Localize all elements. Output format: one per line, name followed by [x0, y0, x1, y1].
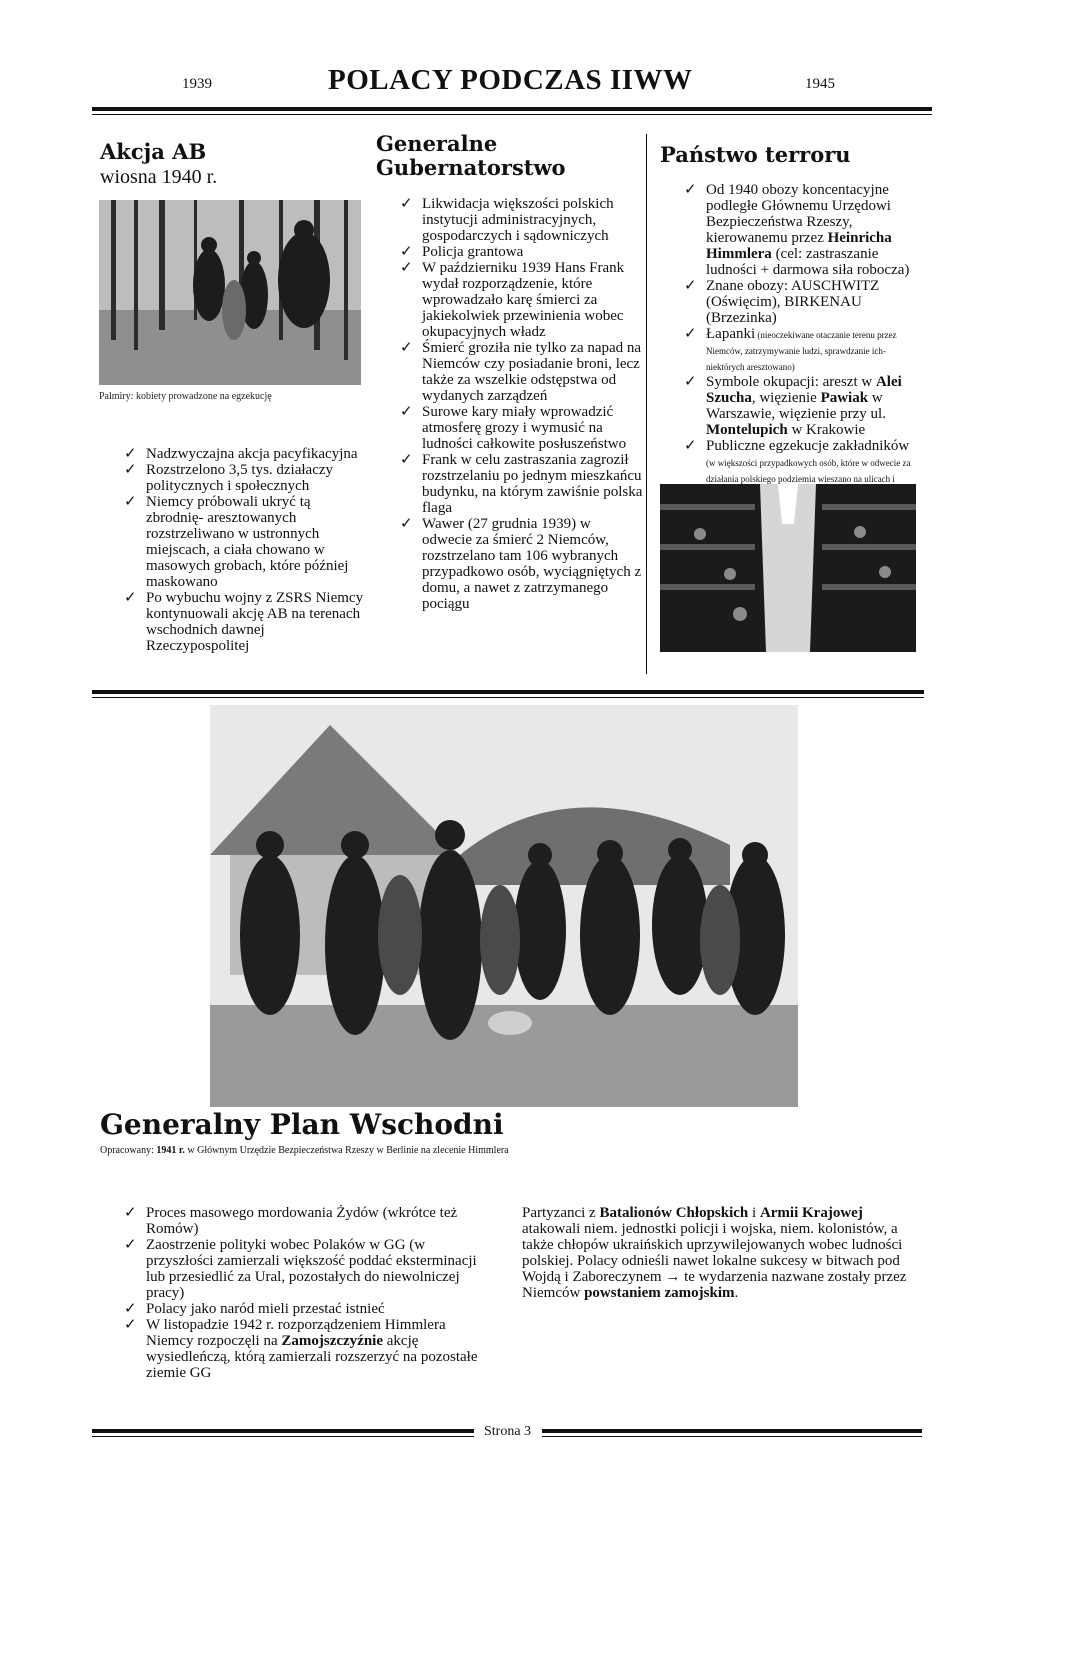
year-left: 1939 [182, 76, 212, 92]
list-item: ✓ Polacy jako naród mieli przestać istnieć [124, 1301, 385, 1317]
check-icon: ✓ [684, 326, 697, 342]
list-item: ✓ Surowe kary miały wprowadzić atmosferę grozy i wymusić na ludności całkowite posłuszeństwo [400, 404, 627, 452]
check-icon: ✓ [124, 590, 137, 606]
terror-title: Państwo terroru [660, 142, 851, 167]
list-item: ✓ Znane obozy: AUSCHWITZ (Oświęcim), BIRKENAU (Brzezinka) [684, 278, 880, 326]
partisans-paragraph: Partyzanci z Batalionów Chłopskich i Armii Krajowej atakowali niem. jednostki policji i wojska, niem. kolonistów, a także chłopów ukraińskich uprzywilejowanych wobec ludności polskiej. Polacy odnieśli nawet lokalne sukcesy w bitwach pod Wojdą i Zaboreczynem → te wydarzenia nazwane zostały przez Niemców powstaniem zamojskim. [522, 1205, 907, 1301]
palmiry-photo-art [99, 200, 361, 385]
check-icon: ✓ [124, 1301, 137, 1317]
zamosc-deportation-photo-art [210, 705, 798, 1107]
check-icon: ✓ [400, 196, 413, 212]
header-rule-thick [92, 107, 932, 111]
gpw-list [120, 1205, 490, 1381]
check-icon: ✓ [400, 404, 413, 420]
check-icon: ✓ [400, 260, 413, 276]
page-title: POLACY PODCZAS IIWW [328, 64, 693, 96]
check-icon: ✓ [400, 244, 413, 260]
check-icon: ✓ [684, 278, 697, 294]
list-item: ✓ Proces masowego mordowania Żydów (wkrótce też Romów) [124, 1205, 458, 1237]
akcja-ab-subtitle: wiosna 1940 r. [100, 166, 218, 188]
check-icon: ✓ [124, 1317, 137, 1333]
footer-rule-left-thick [92, 1429, 474, 1433]
check-icon: ✓ [400, 452, 413, 468]
akcja-ab-list [120, 446, 370, 654]
list-item: ✓ Śmierć groziła nie tylko za napad na Niemców czy posiadanie broni, lecz także za wszelkie odstępstwa od wydanych zarządzeń [400, 340, 642, 404]
terror-list [680, 182, 920, 502]
gg-list [396, 196, 644, 612]
check-icon: ✓ [684, 182, 697, 198]
list-item: ✓ Od 1940 obozy koncentacyjne podległe Głównemu Urzędowi Bezpieczeństwa Rzeszy, kierowanemu przez Heinricha Himmlera (cel: zastraszanie ludności + darmowa siła robocza) [684, 182, 910, 278]
list-item: ✓ Frank w celu zastraszania zagroził rozstrzelaniu po jednym mieszkańcu budynku, na którym zawiśnie polska flaga [400, 452, 643, 516]
gpw-subtitle: Opracowany: 1941 r. w Głównym Urzędzie Bezpieczeństwa Rzeszy w Berlinie na zlecenie Himmlera [100, 1145, 509, 1156]
camp-barracks-photo [660, 484, 916, 652]
gg-title-line1: Generalne [376, 131, 498, 156]
list-item: ✓ Wawer (27 grudnia 1939) w odwecie za śmierć 2 Niemców, rozstrzelano tam 106 wybranych przypadkowo osób, wyciągniętych z domu, a nawet z zatrzymanego pociągu [400, 516, 642, 612]
list-item: ✓ Rozstrzelono 3,5 tys. działaczy politycznych i społecznych [124, 462, 334, 494]
check-icon: ✓ [124, 1237, 137, 1253]
check-icon: ✓ [684, 374, 697, 390]
list-item: ✓ Publiczne egzekucje zakładników (w większości przypadkowych osób, które w odwecie za działania polskiego podziemia wieszano na ulicach i [684, 438, 911, 484]
list-item: ✓ Niemcy próbowali ukryć tą zbrodnię- aresztowanych rozstrzeliwano w ustronnych miejscach, a ciała chowano w masowych grobach, które później maskowano [124, 494, 349, 590]
check-icon: ✓ [400, 516, 413, 532]
gg-title [376, 132, 566, 180]
akcja-ab-title: Akcja AB [100, 139, 207, 164]
header-rule-thin [92, 114, 932, 115]
footer-rule-left-thin [92, 1436, 474, 1437]
camp-barracks-photo-art [660, 484, 916, 652]
list-item: ✓ Likwidacja większości polskich instytucji administracyjnych, gospodarczych i sądowniczych [400, 196, 614, 244]
palmiry-caption: Palmiry: kobiety prowadzone na egzekucję [99, 391, 272, 402]
check-icon: ✓ [124, 446, 137, 462]
list-item: ✓ Policja grantowa [400, 244, 524, 260]
gg-title-line2: Gubernatorstwo [376, 155, 566, 180]
list-item: ✓ W listopadzie 1942 r. rozporządzeniem Himmlera Niemcy rozpoczęli na Zamojszczyźnie akcję wysiedleńczą, którą zamierzali rozszerzyć na pozostałe ziemie GG [124, 1317, 478, 1381]
list-item: ✓ Łapanki (nieoczekiwane otaczanie terenu przez Niemców, zatrzymywanie ludzi, sprawdzanie ich- niektórych aresztowano) [684, 326, 897, 372]
arrow-right-icon: → [665, 1269, 681, 1285]
palmiry-photo [99, 200, 361, 385]
check-icon: ✓ [684, 438, 697, 454]
list-item: ✓ Po wybuchu wojny z ZSRS Niemcy kontynuowali akcję AB na terenach wschodnich dawnej Rzeczypospolitej [124, 590, 364, 654]
check-icon: ✓ [124, 462, 137, 478]
list-item: ✓ W październiku 1939 Hans Frank wydał rozporządzenie, które wprowadzało karę śmierci za jakiekolwiek przewinienia wobec okupacyjnych władz [400, 260, 625, 340]
check-icon: ✓ [400, 340, 413, 356]
list-item: ✓ Zaostrzenie polityki wobec Polaków w GG (w przyszłości zamierzali większość poddać eksterminacji lub przesiedlić za Ural, pozostałych do niewolniczej pracy) [124, 1237, 477, 1301]
check-icon: ✓ [124, 494, 137, 510]
middle-rule-thin [92, 697, 924, 698]
zamosc-deportation-photo [210, 705, 798, 1107]
column-divider [646, 134, 647, 674]
footer-rule-right-thin [542, 1436, 922, 1437]
year-right: 1945 [805, 76, 835, 92]
footer-rule-right-thick [542, 1429, 922, 1433]
list-item: ✓ Symbole okupacji: areszt w Alei Szucha, więzienie Pawiak w Warszawie, więzienie przy ul. Montelupich w Krakowie [684, 374, 902, 438]
check-icon: ✓ [124, 1205, 137, 1221]
page-number: Strona 3 [484, 1424, 532, 1439]
list-item: ✓ Nadzwyczajna akcja pacyfikacyjna [124, 446, 358, 462]
middle-rule-thick [92, 690, 924, 694]
gpw-title: Generalny Plan Wschodni [100, 1108, 504, 1141]
